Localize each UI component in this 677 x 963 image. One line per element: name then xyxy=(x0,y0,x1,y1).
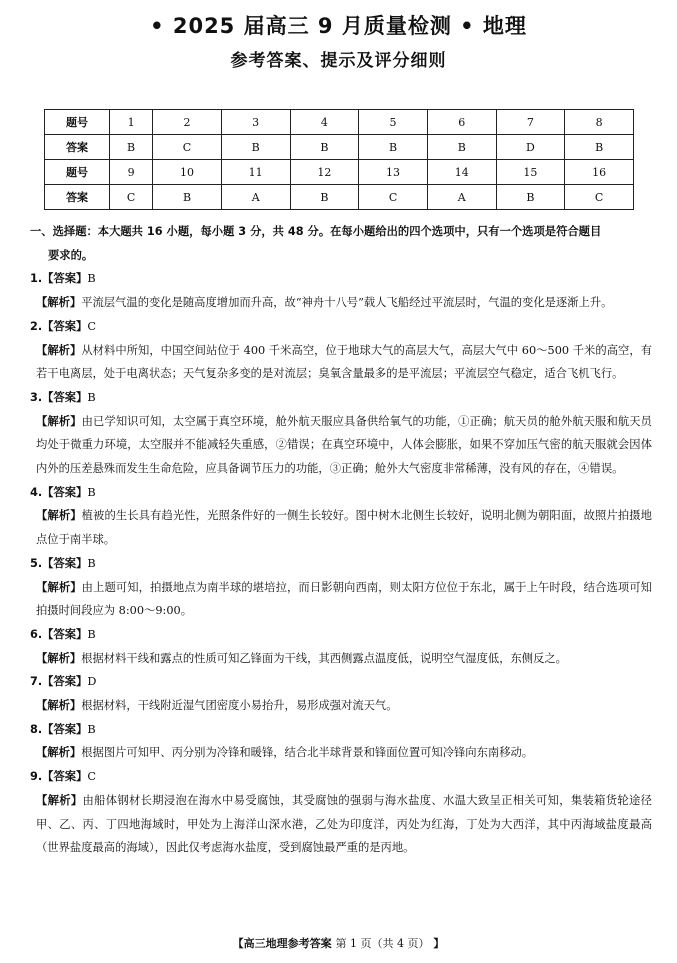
question-number: 9. xyxy=(30,770,43,784)
answer-tag: 【答案】 xyxy=(42,770,88,784)
analysis-tag: 【解析】 xyxy=(36,343,82,357)
page-footer: 【高三地理参考答案 第 1 页（共 4 页） 】 xyxy=(232,937,445,950)
page-title: • 2025 届高三 9 月质量检测 • 地理 xyxy=(150,14,527,38)
row-label-number: 题号 xyxy=(45,160,110,185)
question-number: 4. xyxy=(30,485,43,499)
answer-tag: 【答案】 xyxy=(42,272,88,286)
answer-cell: A xyxy=(221,185,290,210)
answer-value: C xyxy=(87,319,97,333)
analysis-paragraph xyxy=(30,741,652,765)
answer-line xyxy=(30,386,652,410)
analysis-text: 植被的生长具有趋光性，光照条件好的一侧生长较好。图中树木北侧生长较好，说明北侧为朝阳面，故照片拍摄地点位于南半球。 xyxy=(36,509,652,547)
question-number-cell: 7 xyxy=(496,110,565,135)
answer-value: C xyxy=(87,770,97,784)
answer-line xyxy=(30,552,652,576)
answer-cell: B xyxy=(565,135,634,160)
answer-cell: A xyxy=(427,185,496,210)
question-number-cell: 12 xyxy=(290,160,359,185)
analysis-text: 由上题可知，拍摄地点为南半球的堪培拉，而日影朝向西南，则太阳方位位于东北，属于上午时段，结合选项可知拍摄时间段应为 8:00～9:00。 xyxy=(36,580,652,618)
row-label-answer: 答案 xyxy=(45,135,110,160)
row-label-answer: 答案 xyxy=(45,185,110,210)
answer-cell: B xyxy=(359,135,428,160)
question-number-cell: 6 xyxy=(427,110,496,135)
question-number-cell: 11 xyxy=(221,160,290,185)
question-item xyxy=(30,552,652,623)
answer-cell: B xyxy=(221,135,290,160)
analysis-text: 根据图片可知甲、丙分别为冷锋和暖锋，结合北半球背景和锋面位置可知冷锋向东南移动。 xyxy=(81,746,534,760)
analysis-paragraph xyxy=(30,576,652,623)
answer-value: D xyxy=(87,675,97,689)
answer-cell: C xyxy=(153,135,222,160)
analysis-text: 从材料中所知，中国空间站位于 400 千米高空，位于地球大气的高层大气，高层大气中 60～500 千米的高空，有若干电离层，处于电离状态；天气复杂多变的是对流层；臭氧含量最多的是平流层；平流层空气稳定，适合飞机飞行。 xyxy=(36,343,652,381)
analysis-tag: 【解析】 xyxy=(36,699,82,713)
explanations xyxy=(30,220,652,860)
answer-tag: 【答案】 xyxy=(42,627,88,641)
analysis-text: 根据材料干线和露点的性质可知乙锋面为干线，其西侧露点温度低，说明空气湿度低，东侧反之。 xyxy=(81,651,567,665)
answer-cell: C xyxy=(359,185,428,210)
answer-line xyxy=(30,267,652,291)
analysis-tag: 【解析】 xyxy=(36,580,82,594)
question-number-cell: 4 xyxy=(290,110,359,135)
answer-key-table xyxy=(44,109,634,210)
answer-line xyxy=(30,670,652,694)
answer-value: B xyxy=(87,390,96,404)
analysis-tag: 【解析】 xyxy=(36,296,82,310)
question-number-cell: 2 xyxy=(153,110,222,135)
question-number-cell: 1 xyxy=(110,110,153,135)
answer-line xyxy=(30,765,652,789)
question-item xyxy=(30,386,652,481)
table-row xyxy=(45,135,634,160)
analysis-paragraph xyxy=(30,504,652,551)
answer-cell: C xyxy=(110,185,153,210)
question-number-cell: 8 xyxy=(565,110,634,135)
question-item xyxy=(30,315,652,386)
question-number-cell: 13 xyxy=(359,160,428,185)
question-number: 1. xyxy=(30,272,43,286)
analysis-tag: 【解析】 xyxy=(36,414,82,428)
answer-line xyxy=(30,315,652,339)
answer-value: B xyxy=(87,627,96,641)
analysis-paragraph xyxy=(30,410,652,481)
question-item xyxy=(30,267,652,314)
analysis-text: 由已学知识可知，太空属于真空环境，舱外航天服应具备供给氧气的功能，①正确；航天员的舱外航天服和航天员均处于微重力环境，太空服并不能减轻失重感，②错误；在真空环境中，人体会膨胀，如果不穿加压气密的航天服就会因体内外的压差悬殊而发生生命危险，应具备调节压力的功能，③正确；舱外大气密度非常稀薄，没有风的存在，④错误。 xyxy=(36,414,652,476)
answer-line xyxy=(30,718,652,742)
question-number-cell: 5 xyxy=(359,110,428,135)
question-item xyxy=(30,718,652,765)
question-number: 2. xyxy=(30,319,43,333)
answer-tag: 【答案】 xyxy=(42,485,88,499)
question-number-cell: 14 xyxy=(427,160,496,185)
analysis-tag: 【解析】 xyxy=(36,793,83,807)
page-subtitle: 参考答案、提示及评分细则 xyxy=(230,51,447,71)
question-number: 5. xyxy=(30,556,43,570)
answer-cell: D xyxy=(496,135,565,160)
analysis-paragraph xyxy=(30,339,652,386)
question-list xyxy=(30,267,652,860)
question-number-cell: 9 xyxy=(110,160,153,185)
question-number: 7. xyxy=(30,675,43,689)
answer-line xyxy=(30,623,652,647)
answer-cell: B xyxy=(153,185,222,210)
answer-tag: 【答案】 xyxy=(42,319,88,333)
question-number-cell: 15 xyxy=(496,160,565,185)
answer-cell: C xyxy=(565,185,634,210)
question-number: 8. xyxy=(30,722,43,736)
analysis-tag: 【解析】 xyxy=(36,651,82,665)
answer-cell: B xyxy=(290,135,359,160)
answer-tag: 【答案】 xyxy=(42,722,88,736)
answer-value: B xyxy=(87,272,96,286)
answer-tag: 【答案】 xyxy=(42,556,88,570)
analysis-paragraph xyxy=(30,647,652,671)
analysis-tag: 【解析】 xyxy=(36,746,82,760)
table-row xyxy=(45,185,634,210)
analysis-text: 根据材料，干线附近湿气团密度小易抬升，易形成强对流天气。 xyxy=(81,699,398,713)
table-row xyxy=(45,110,634,135)
question-number-cell: 16 xyxy=(565,160,634,185)
question-item xyxy=(30,765,652,860)
answer-line xyxy=(30,481,652,505)
question-number-cell: 3 xyxy=(221,110,290,135)
answer-tag: 【答案】 xyxy=(42,390,88,404)
question-number: 6. xyxy=(30,627,43,641)
question-item xyxy=(30,623,652,670)
row-label-number: 题号 xyxy=(45,110,110,135)
answer-cell: B xyxy=(290,185,359,210)
analysis-text: 平流层气温的变化是随高度增加而升高，故“神舟十八号”载人飞船经过平流层时，气温的变化是逐渐上升。 xyxy=(81,296,613,310)
question-number-cell: 10 xyxy=(153,160,222,185)
analysis-text: 由船体钢材长期浸泡在海水中易受腐蚀，其受腐蚀的强弱与海水盐度、水温大致呈正相关可知，集装箱货轮途径甲、乙、丙、丁四地海域时，甲处为上海洋山深水港，乙处为印度洋，丙处为红海，丁处为大西洋，其中丙海域盐度最高（世界盐度最高的海域），因此仅考虑海水盐度，受到腐蚀最严重的是丙地。 xyxy=(36,793,652,855)
analysis-paragraph xyxy=(30,291,652,315)
answer-value: B xyxy=(87,485,96,499)
answer-tag: 【答案】 xyxy=(42,675,88,689)
answer-value: B xyxy=(87,556,96,570)
section-heading: 一、选择题：本大题共 16 小题，每小题 3 分，共 48 分。在每小题给出的四个选项中，只有一个选项是符合题目 要求的。 xyxy=(30,225,602,262)
analysis-tag: 【解析】 xyxy=(36,509,82,523)
answer-cell: B xyxy=(427,135,496,160)
question-item xyxy=(30,670,652,717)
answer-cell: B xyxy=(110,135,153,160)
answer-cell: B xyxy=(496,185,565,210)
table-row xyxy=(45,160,634,185)
question-item xyxy=(30,481,652,552)
analysis-paragraph xyxy=(30,694,652,718)
question-number: 3. xyxy=(30,390,43,404)
analysis-paragraph xyxy=(30,789,652,860)
answer-value: B xyxy=(87,722,96,736)
